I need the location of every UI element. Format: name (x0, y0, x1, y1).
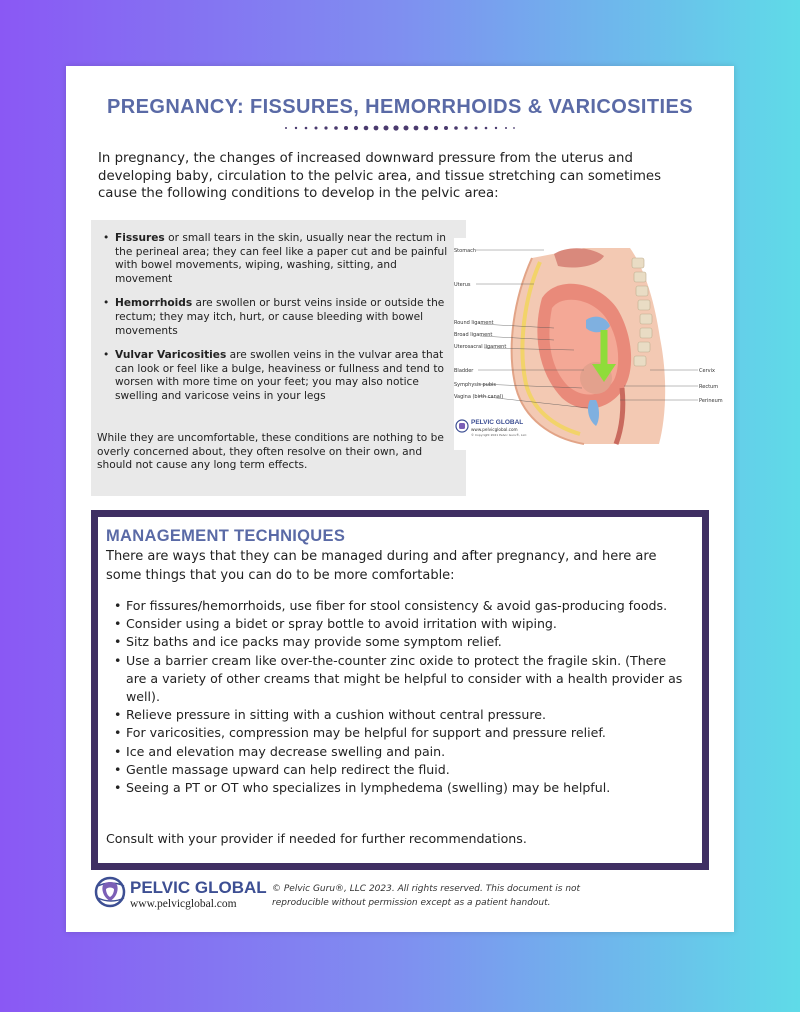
anatomy-label-cervix: Cervix (699, 368, 715, 374)
list-item: • Consider using a bidet or spray bottle to avoid irritation with wiping. (114, 615, 686, 633)
management-lead: There are ways that they can be managed during and after pregnancy, and here are some things that you can do to be more comfortable: (106, 549, 657, 583)
conditions-panel (91, 220, 466, 496)
intro-paragraph: In pregnancy, the changes of increased downward pressure from the uterus and developing baby, circulation to the pelvic area, and tissue stretching can sometimes cause the following conditions to develop in the pelvic area: (98, 151, 662, 201)
title-divider-dots (282, 124, 518, 132)
anatomy-label-stomach: Stomach (454, 248, 477, 254)
list-item: • For fissures/hemorrhoids, use fiber for stool consistency & avoid gas-producing foods. (114, 597, 686, 615)
conditions-closing: While they are uncomfortable, these conditions are nothing to be overly concerned about, they often resolve on their own, and should not cause any long term effects. (97, 432, 444, 472)
anatomy-label-symphysis-pubis: Symphysis pubis (454, 382, 497, 388)
anatomy-label-uterus: Uterus (454, 282, 471, 288)
footer-copyright: © Pelvic Guru®, LLC 2023. All rights reserved. This document is not reproducible without permission except as a patient handout. (272, 884, 581, 908)
condition-term: Vulvar Varicosities (115, 349, 227, 362)
anatomy-label-uterosacral-ligament: Uterosacral ligament (454, 344, 507, 350)
handout-page (66, 66, 734, 932)
list-item: • Sitz baths and ice packs may provide some symptom relief. (114, 633, 686, 651)
footer-brand: PELVIC GLOBAL (130, 878, 267, 897)
condition-item (103, 232, 451, 286)
conditions-list (103, 232, 451, 415)
list-item: • Use a barrier cream like over-the-counter zinc oxide to protect the fragile skin. (There are a variety of other creams that might be helpful to consider with a health provider as well). (114, 652, 686, 707)
condition-text: are swollen or burst veins inside or outside the rectum; they may itch, hurt, or cause bleeding with bowel movements (115, 297, 445, 337)
condition-item (103, 349, 451, 403)
pelvic-anatomy-illustration (454, 238, 724, 450)
management-list (114, 597, 686, 797)
list-item: • Gentle massage upward can help redirect the fluid. (114, 761, 686, 779)
condition-term: Hemorrhoids (115, 297, 193, 310)
anatomy-label-round-ligament: Round ligament (454, 320, 494, 326)
anatomy-label-bladder: Bladder (454, 368, 474, 374)
list-item: • Ice and elevation may decrease swelling and pain. (114, 743, 686, 761)
list-item: • Relieve pressure in sitting with a cushion without central pressure. (114, 706, 686, 724)
anatomy-logo-url: www.pelvicglobal.com (471, 427, 518, 432)
anatomy-label-vagina: Vagina (birth canal) (454, 394, 504, 400)
anatomy-logo-text: PELVIC GLOBAL (471, 419, 524, 426)
anatomy-logo-copyright: © Copyright 2021 Pelvic Guru®, LLC (471, 433, 527, 437)
condition-text: or small tears in the skin, usually near the rectum in the perineal area; they can feel like a paper cut and be painful with bowel movements, wiping, washing, sitting, and movement (115, 232, 448, 285)
list-item: • For varicosities, compression may be helpful for support and pressure relief. (114, 724, 686, 742)
management-box (91, 510, 709, 870)
globe-logo-icon (92, 874, 128, 910)
footer-url: www.pelvicglobal.com (130, 898, 237, 910)
condition-text: are swollen veins in the vulvar area that can look or feel like a bulge, heaviness or fullness and tend to worsen with more time on your feet; you may also notice swelling and varicose veins in your legs (115, 349, 444, 402)
anatomy-label-rectum: Rectum (699, 384, 719, 390)
list-item: • Seeing a PT or OT who specializes in lymphedema (swelling) may be helpful. (114, 779, 686, 797)
anatomy-label-broad-ligament: Broad ligament (454, 332, 493, 338)
consult-note: Consult with your provider if needed for further recommendations. (106, 831, 527, 846)
condition-item (103, 297, 451, 338)
management-heading: MANAGEMENT TECHNIQUES (106, 527, 346, 545)
page-title: PREGNANCY: FISSURES, HEMORRHOIDS & VARICOSITIES (107, 96, 693, 118)
anatomy-label-perineum: Perineum (699, 398, 723, 404)
condition-term: Fissures (115, 232, 165, 244)
